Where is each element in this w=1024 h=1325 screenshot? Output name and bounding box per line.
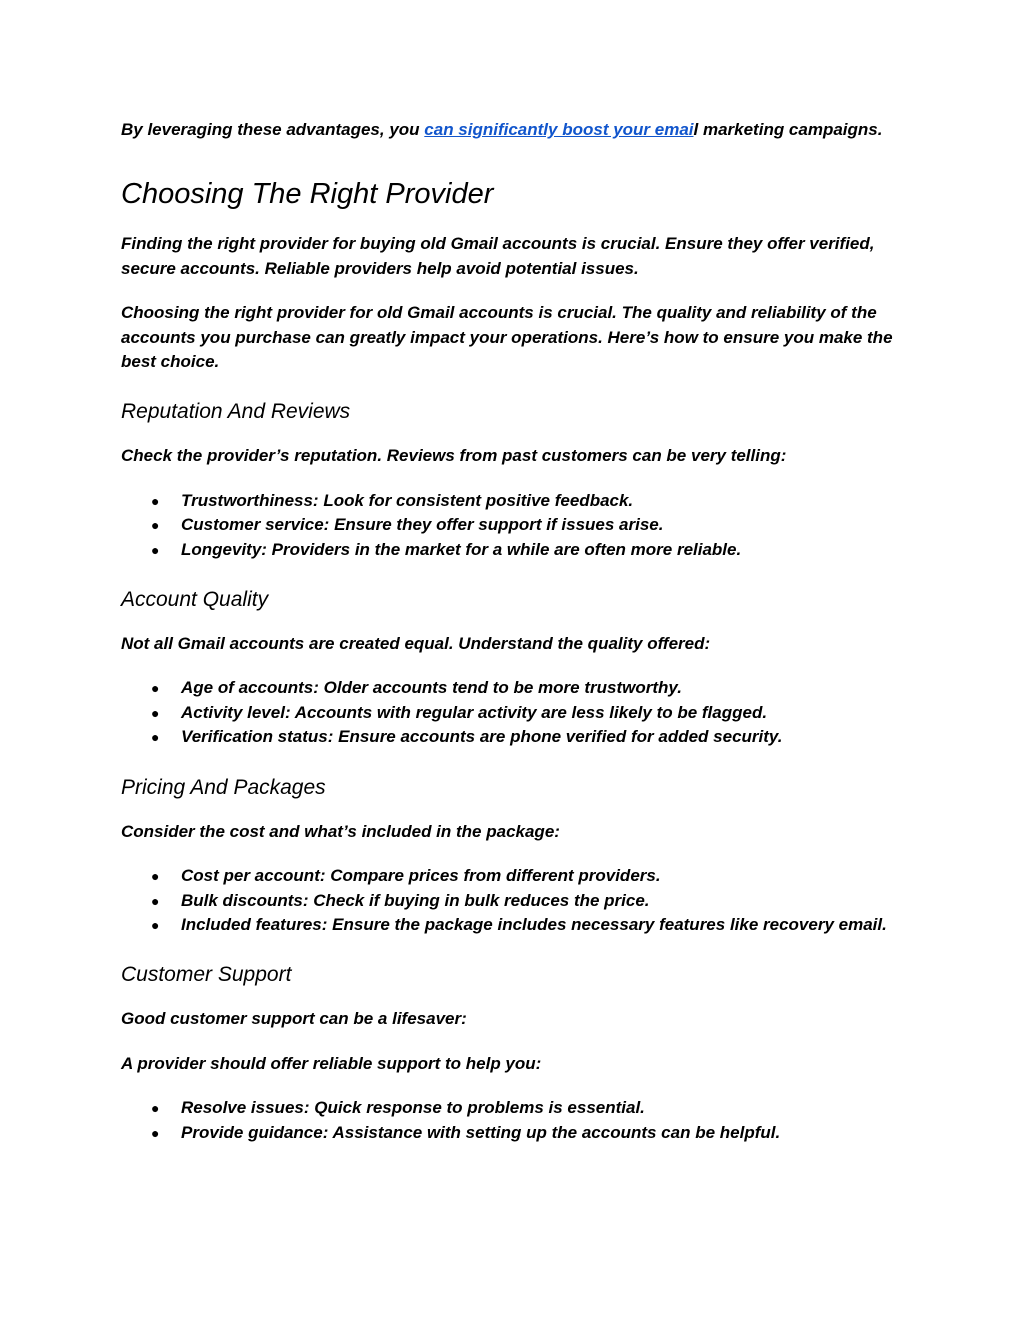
section-heading-account-quality: Account Quality [121, 588, 269, 612]
paragraph-finding-provider: Finding the right provider for buying old Gmail accounts is crucial. Ensure they offer verified, secure accounts. Reliable providers help avoid potential issues. [121, 234, 875, 278]
bullet-icon: ● [151, 892, 160, 909]
section-heading-reputation: Reputation And Reviews [121, 400, 351, 424]
bullet-list-pricing [121, 864, 901, 937]
list-item-text: Bulk discounts: Check if buying in bulk reduces the price. [181, 890, 650, 910]
section-intro-account-quality: Not all Gmail accounts are created equal. Understand the quality offered: [121, 634, 711, 654]
bullet-icon: ● [151, 492, 160, 509]
list-item [121, 889, 901, 913]
list-item-text: Trustworthiness: Look for consistent positive feedback. [181, 490, 634, 510]
bullet-icon: ● [151, 517, 160, 534]
section-intro-pricing: Consider the cost and what’s included in the package: [121, 821, 560, 841]
list-item-text: Longevity: Providers in the market for a while are often more reliable. [181, 539, 742, 559]
bullet-icon: ● [151, 680, 160, 697]
bullet-icon: ● [151, 916, 160, 933]
list-item-text: Customer service: Ensure they offer support if issues arise. [181, 515, 664, 535]
list-item-text: Age of accounts: Older accounts tend to be more trustworthy. [181, 678, 682, 698]
bullet-icon: ● [151, 1100, 160, 1117]
list-item [121, 1096, 901, 1120]
intro-paragraph [121, 118, 901, 142]
section-intro-customer-support: Good customer support can be a lifesaver: [121, 1009, 467, 1029]
section-heading-customer-support: Customer Support [121, 963, 292, 987]
paragraph-choosing-provider: Choosing the right provider for old Gmail accounts is crucial. The quality and reliability of the accounts you purchase can greatly impact your operations. Here’s how to ensure you make the best choice. [121, 303, 893, 372]
intro-text-before: By leveraging these advantages, you [121, 120, 425, 139]
list-item [121, 1121, 901, 1145]
list-item [121, 864, 901, 888]
list-item-text: Provide guidance: Assistance with setting up the accounts can be helpful. [181, 1122, 781, 1142]
bullet-icon: ● [151, 1124, 160, 1141]
list-item-text: Included features: Ensure the package includes necessary features like recovery email. [181, 914, 887, 934]
document-page [121, 118, 901, 1145]
section-intro2-customer-support: A provider should offer reliable support to help you: [121, 1053, 542, 1073]
bullet-icon: ● [151, 541, 160, 558]
list-item-text: Verification status: Ensure accounts are phone verified for added security. [181, 727, 783, 747]
bullet-list-reputation [121, 489, 901, 562]
list-item [121, 676, 901, 700]
list-item [121, 489, 901, 513]
list-item-text: Cost per account: Compare prices from different providers. [181, 866, 661, 886]
list-item-text: Resolve issues: Quick response to problems is essential. [181, 1098, 645, 1118]
bullet-icon: ● [151, 704, 160, 721]
bullet-list-account-quality [121, 676, 901, 749]
list-item [121, 538, 901, 562]
section-intro-reputation: Check the provider’s reputation. Reviews from past customers can be very telling: [121, 446, 787, 466]
list-item [121, 913, 901, 937]
intro-text-after: l marketing campaigns. [693, 120, 883, 139]
list-item-text: Activity level: Accounts with regular activity are less likely to be flagged. [181, 702, 768, 722]
bullet-icon: ● [151, 868, 160, 885]
main-heading: Choosing The Right Provider [121, 178, 494, 211]
list-item [121, 513, 901, 537]
section-heading-pricing: Pricing And Packages [121, 775, 326, 799]
bullet-list-customer-support [121, 1096, 901, 1145]
list-item [121, 701, 901, 725]
intro-link[interactable]: can significantly boost your emai [424, 120, 694, 139]
bullet-icon: ● [151, 729, 160, 746]
list-item [121, 725, 901, 749]
